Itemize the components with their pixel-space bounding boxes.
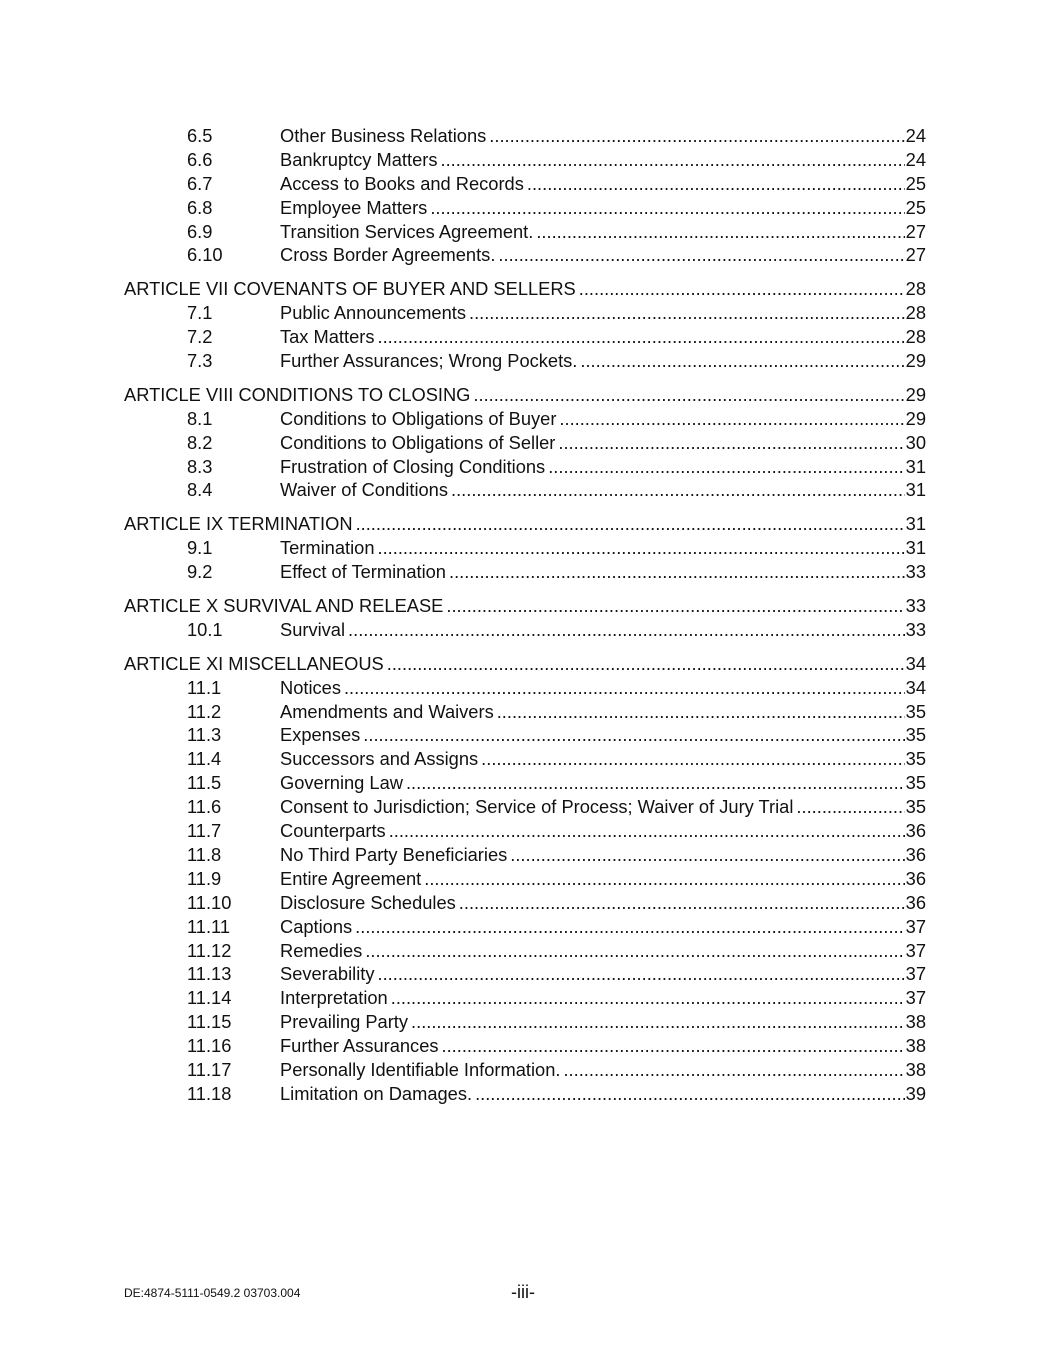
toc-page-number: 30 [905,431,926,453]
toc-section-title: Expenses [280,724,361,746]
toc-page-number: 24 [905,148,926,170]
toc-section-title: Waiver of Conditions [280,479,448,501]
toc-article-title: ARTICLE IX TERMINATION [124,513,353,535]
toc-dot-leader [424,867,904,891]
footer-document-id: DE:4874-5111-0549.2 03703.004 [124,1286,301,1300]
toc-section-number: 11.8 [187,843,222,865]
toc-page-number: 38 [905,1011,926,1033]
toc-section-number: 11.6 [187,796,222,818]
toc-entry[interactable] [124,986,926,1010]
toc-section-number: 11.13 [187,963,232,985]
toc-section-number: 11.3 [187,724,222,746]
toc-dot-leader [344,676,905,700]
toc-entry[interactable] [124,325,926,349]
toc-section-number: 11.7 [187,820,222,842]
toc-page-number: 38 [905,1035,926,1057]
toc-dot-leader [356,512,905,536]
toc-dot-leader [459,891,905,915]
toc-entry[interactable] [124,915,926,939]
toc-entry[interactable] [124,172,926,196]
toc-entry[interactable] [124,962,926,986]
toc-page-number: 35 [905,700,926,722]
toc-page-number: 36 [905,843,926,865]
toc-section-number: 6.5 [187,125,213,146]
toc-section-title: Other Business Relations [280,125,487,146]
toc-section-title: Amendments and Waivers [280,700,494,722]
table-of-contents [124,124,926,1106]
toc-entry[interactable] [124,700,926,724]
toc-entry[interactable] [124,1082,926,1106]
toc-section-number: 8.3 [187,455,213,477]
toc-dot-leader [579,277,905,301]
toc-section-number: 9.2 [187,561,213,583]
toc-entry[interactable] [124,301,926,325]
toc-article-title: ARTICLE X SURVIVAL AND RELEASE [124,595,444,617]
toc-dot-leader [363,723,904,747]
toc-page-number: 24 [905,125,926,146]
toc-section-number: 8.1 [187,407,213,429]
toc-section-title: Severability [280,963,375,985]
toc-dot-leader [469,301,905,325]
toc-page-number: 25 [905,196,926,218]
toc-page-number: 31 [905,455,926,477]
toc-section-title: Captions [280,915,353,937]
toc-section-number: 11.9 [187,867,222,889]
toc-section-number: 6.10 [187,244,223,266]
toc-entry[interactable] [124,819,926,843]
toc-section-number: 11.18 [187,1082,232,1104]
toc-dot-leader [348,618,905,642]
toc-section-number: 11.17 [187,1058,232,1080]
toc-dot-leader [489,124,904,148]
toc-entry[interactable] [124,1010,926,1034]
toc-section-title: Employee Matters [280,196,428,218]
toc-entry[interactable] [124,795,926,819]
toc-entry[interactable] [124,243,926,267]
toc-dot-leader [580,349,904,373]
toc-section-title: Successors and Assigns [280,748,479,770]
toc-dot-leader [475,1082,905,1106]
toc-dot-leader [451,478,905,502]
toc-page-number: 28 [905,278,926,300]
toc-section-title: Survival [280,618,346,640]
toc-article-title: ARTICLE VIII CONDITIONS TO CLOSING [124,383,471,405]
toc-page-number: 36 [905,820,926,842]
toc-dot-leader [536,220,904,244]
toc-dot-leader [411,1010,905,1034]
toc-section-title: Cross Border Agreements. [280,244,496,266]
toc-dot-leader [391,986,905,1010]
toc-article-heading[interactable] [124,594,926,618]
toc-page-number: 37 [905,987,926,1009]
toc-dot-leader [473,383,904,407]
toc-section-title: Entire Agreement [280,867,422,889]
toc-section-title: Public Announcements [280,302,466,324]
toc-entry[interactable] [124,478,926,502]
toc-entry[interactable] [124,407,926,431]
toc-section-number: 6.7 [187,172,213,194]
toc-page-number: 27 [905,220,926,242]
toc-section-title: Conditions to Obligations of Seller [280,431,556,453]
toc-article-title: ARTICLE VII COVENANTS OF BUYER AND SELLERS [124,278,576,300]
toc-section-number: 8.4 [187,479,213,501]
toc-article-heading[interactable] [124,512,926,536]
toc-section-number: 10.1 [187,618,223,640]
footer-page-number: -iii- [511,1282,535,1302]
toc-section-title: No Third Party Beneficiaries [280,843,508,865]
toc-section-number: 6.8 [187,196,213,218]
toc-section-title: Termination [280,537,375,559]
toc-section-number: 6.9 [187,220,213,242]
toc-dot-leader [510,843,904,867]
toc-page-number: 29 [905,407,926,429]
toc-entry[interactable] [124,723,926,747]
toc-page-number: 35 [905,772,926,794]
toc-section-title: Transition Services Agreement. [280,220,534,242]
toc-dot-leader [481,747,905,771]
toc-page-number: 35 [905,748,926,770]
toc-entry[interactable] [124,220,926,244]
toc-page-number: 25 [905,172,926,194]
toc-dot-leader [365,939,904,963]
toc-dot-leader [430,196,904,220]
toc-dot-leader [527,172,905,196]
toc-page-number: 34 [905,676,926,698]
toc-article-heading[interactable] [124,383,926,407]
toc-section-title: Personally Identifiable Information. [280,1058,561,1080]
toc-page-number: 29 [905,350,926,372]
toc-section-title: Remedies [280,939,363,961]
toc-section-number: 11.12 [187,939,232,961]
toc-page-number: 33 [905,595,926,617]
toc-entry[interactable] [124,124,926,148]
toc-entry[interactable] [124,939,926,963]
toc-section-title: Tax Matters [280,326,375,348]
toc-page-number: 36 [905,891,926,913]
toc-article-title: ARTICLE XI MISCELLANEOUS [124,652,384,674]
toc-article-group [124,652,926,1106]
toc-section-title: Bankruptcy Matters [280,148,438,170]
toc-entry[interactable] [124,843,926,867]
toc-section-number: 11.2 [187,700,222,722]
toc-entry[interactable] [124,891,926,915]
toc-page-number: 28 [905,302,926,324]
toc-article-group [124,277,926,373]
toc-dot-leader [563,1058,904,1082]
toc-dot-leader [377,325,904,349]
toc-entry[interactable] [124,771,926,795]
toc-article-heading[interactable] [124,652,926,676]
toc-page-number: 31 [905,513,926,535]
toc-section-title: Effect of Termination [280,561,446,583]
toc-page-number: 37 [905,963,926,985]
toc-entry[interactable] [124,747,926,771]
toc-entry[interactable] [124,867,926,891]
toc-page-number: 29 [905,383,926,405]
toc-dot-leader [440,148,904,172]
toc-page-number: 34 [905,652,926,674]
toc-entry[interactable] [124,148,926,172]
toc-entry[interactable] [124,618,926,642]
toc-section-number: 7.3 [187,350,213,372]
toc-dot-leader [449,560,905,584]
toc-section-title: Access to Books and Records [280,172,524,194]
toc-dot-leader [378,962,905,986]
toc-section-title: Interpretation [280,987,388,1009]
toc-dot-leader [559,407,904,431]
toc-section-title: Frustration of Closing Conditions [280,455,546,477]
toc-section-number: 11.4 [187,748,222,770]
toc-section-number: 7.1 [187,302,213,324]
toc-article-group [124,124,926,267]
toc-section-number: 11.15 [187,1011,232,1033]
toc-page-number: 31 [905,537,926,559]
toc-dot-leader [446,594,904,618]
toc-page-number: 37 [905,939,926,961]
toc-section-number: 7.2 [187,326,213,348]
toc-section-number: 11.1 [187,676,222,698]
toc-dot-leader [406,771,905,795]
toc-dot-leader [355,915,905,939]
toc-dot-leader [498,243,904,267]
toc-entry[interactable] [124,196,926,220]
toc-section-title: Notices [280,676,341,698]
toc-page-number: 39 [905,1082,926,1104]
toc-dot-leader [442,1034,905,1058]
toc-article-heading[interactable] [124,277,926,301]
toc-section-number: 11.5 [187,772,222,794]
toc-section-number: 6.6 [187,148,213,170]
toc-entry[interactable] [124,1034,926,1058]
toc-page-number: 35 [905,796,926,818]
toc-section-number: 9.1 [187,537,213,559]
toc-section-title: Further Assurances; Wrong Pockets. [280,350,578,372]
toc-page-number: 35 [905,724,926,746]
toc-dot-leader [548,455,904,479]
toc-entry[interactable] [124,560,926,584]
toc-section-title: Further Assurances [280,1035,439,1057]
toc-section-number: 11.11 [187,915,231,937]
toc-section-title: Prevailing Party [280,1011,409,1033]
toc-entry[interactable] [124,536,926,560]
toc-section-number: 11.14 [187,987,232,1009]
toc-page-number: 33 [905,561,926,583]
toc-entry[interactable] [124,455,926,479]
toc-section-title: Limitation on Damages. [280,1082,473,1104]
toc-dot-leader [387,652,905,676]
toc-article-group [124,594,926,642]
toc-page-number: 38 [905,1058,926,1080]
toc-dot-leader [497,700,905,724]
toc-section-title: Governing Law [280,772,403,794]
toc-dot-leader [796,795,904,819]
toc-entry[interactable] [124,676,926,700]
toc-section-number: 8.2 [187,431,213,453]
toc-page-number: 33 [905,618,926,640]
toc-page-number: 37 [905,915,926,937]
toc-section-number: 11.16 [187,1035,232,1057]
toc-page-number: 36 [905,867,926,889]
toc-page-number: 31 [905,479,926,501]
toc-section-title: Consent to Jurisdiction; Service of Process; Waiver of Jury Trial [280,796,794,818]
toc-article-group [124,383,926,502]
toc-dot-leader [378,536,905,560]
toc-section-title: Conditions to Obligations of Buyer [280,407,557,429]
toc-dot-leader [558,431,904,455]
toc-page-number: 27 [905,244,926,266]
toc-entry[interactable] [124,1058,926,1082]
toc-page-number: 28 [905,326,926,348]
toc-article-group [124,512,926,584]
toc-entry[interactable] [124,431,926,455]
toc-section-title: Counterparts [280,820,386,842]
toc-dot-leader [389,819,905,843]
toc-entry[interactable] [124,349,926,373]
toc-section-title: Disclosure Schedules [280,891,456,913]
toc-section-number: 11.10 [187,891,232,913]
